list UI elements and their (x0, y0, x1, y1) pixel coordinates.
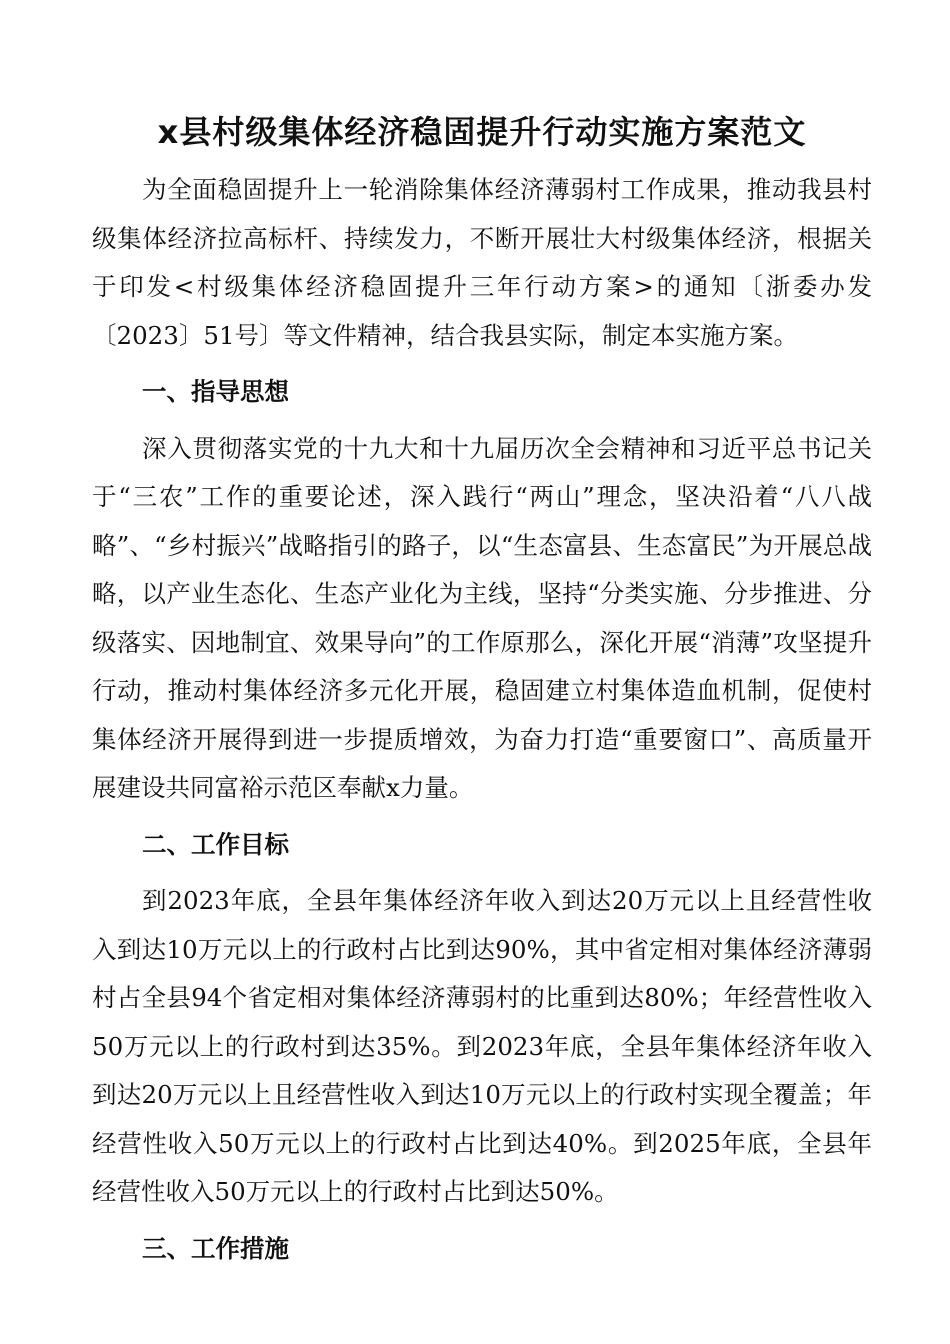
spacer (92, 869, 872, 877)
section-heading-guiding-thought: 一、指导思想 (142, 377, 289, 406)
section-heading-work-measures: 三、工作措施 (142, 1233, 289, 1263)
section-body-guiding-thought: 深入贯彻落实党的十九大和十九届历次全会精神和习近平总书记关于“三农”工作的重要论述，深入践行“两山”理念，坚决沿着“八八战略”、“乡村振兴”战略指引的路子，以“生态富县、生态富民”为开展总战略，以产业生态化、生态产业化为主线，坚持“分类实施、分步推进、分级落实、因地制宜、效果导向”的工作原那么，深化开展“消薄”攻坚提升行动，推动村集体经济多元化开展，稳固建立村集体造血机制，促使村集体经济开展得到进一步提质增效，为奋力打造“重要窗口”、高质量开展建设共同富裕示范区奉献x力量。 (92, 433, 872, 802)
spacer (92, 360, 872, 368)
document-title: x县村级集体经济稳固提升行动实施方案范文 (157, 113, 807, 151)
intro-paragraph: 为全面稳固提升上一轮消除集体经济薄弱村工作成果，推动我县村级集体经济拉高标杆、持续发力，不断开展壮大村级集体经济，根据关于印发<村级集体经济稳固提升三年行动方案>的通知〔浙委办发〔2023〕51号〕等文件精神，结合我县实际，制定本实施方案。 (92, 175, 872, 350)
spacer (92, 813, 872, 821)
document-page (92, 108, 872, 1273)
spacer (92, 417, 872, 425)
section-body-work-goals: 到2023年底，全县年集体经济年收入到达20万元以上且经营性收入到达10万元以上的行政村占比到达90%，其中省定相对集体经济薄弱村占全县94个省定相对集体经济薄弱村的比重到达80%；年经营性收入50万元以上的行政村到达35%。到2023年底，全县年集体经济年收入到达20万元以上且经营性收入到达10万元以上的行政村实现全覆盖；年经营性收入50万元以上的行政村占比到达40%。到2025年底，全县年经营性收入50万元以上的行政村占比到达50%。 (92, 886, 872, 1206)
spacer (92, 1217, 872, 1225)
section-heading-work-goals: 二、工作目标 (142, 829, 289, 859)
